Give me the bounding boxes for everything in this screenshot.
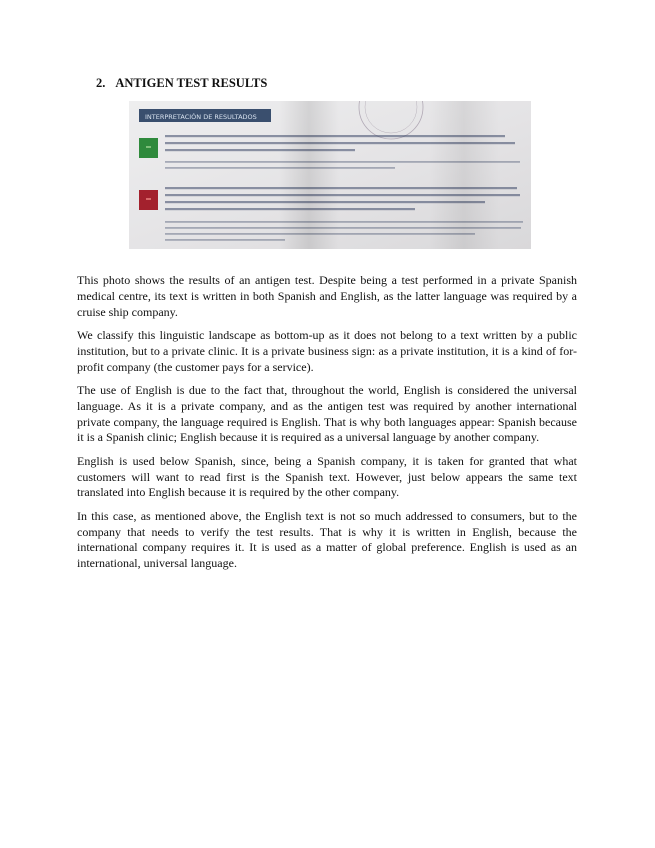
paragraph: English is used below Spanish, since, being a Spanish company, it is taken for granted that what customers will want to read first is the Spanish text. However, just below appears the same text translated into English because it is required by the other company.	[77, 453, 577, 500]
antigen-test-photo	[129, 101, 531, 249]
paragraph: This photo shows the results of an antigen test. Despite being a test performed in a private Spanish medical centre, its text is written in both Spanish and English, as the latter language was required by a cruise ship company.	[77, 273, 577, 319]
section-number: 2.	[96, 76, 106, 90]
paragraph: In this case, as mentioned above, the English text is not so much addressed to consumers, but to the company that needs to verify the test results. That is why it is written in English, because the international company requires it. It is used as a matter of global preference. English is used as an international, universal language.	[77, 508, 577, 571]
section-heading	[96, 76, 267, 91]
body-text	[77, 273, 577, 580]
section-title: ANTIGEN TEST RESULTS	[115, 76, 268, 90]
photo-banner-text: INTERPRETACIÓN DE RESULTADOS	[145, 113, 257, 121]
paragraph: The use of English is due to the fact that, throughout the world, English is considered the universal language. As it is a private company, and as the antigen test was required by another international private company, the language required is English. That is why both languages appear: Spanish because it is a Spanish clinic; English because it is required as a universal language by another company.	[77, 382, 577, 445]
paragraph: We classify this linguistic landscape as bottom-up as it does not belong to a text written by a public institution, but to a private clinic. It is a private business sign: as a private institution, it is a kind of for-profit company (the customer pays for a service).	[77, 327, 577, 374]
